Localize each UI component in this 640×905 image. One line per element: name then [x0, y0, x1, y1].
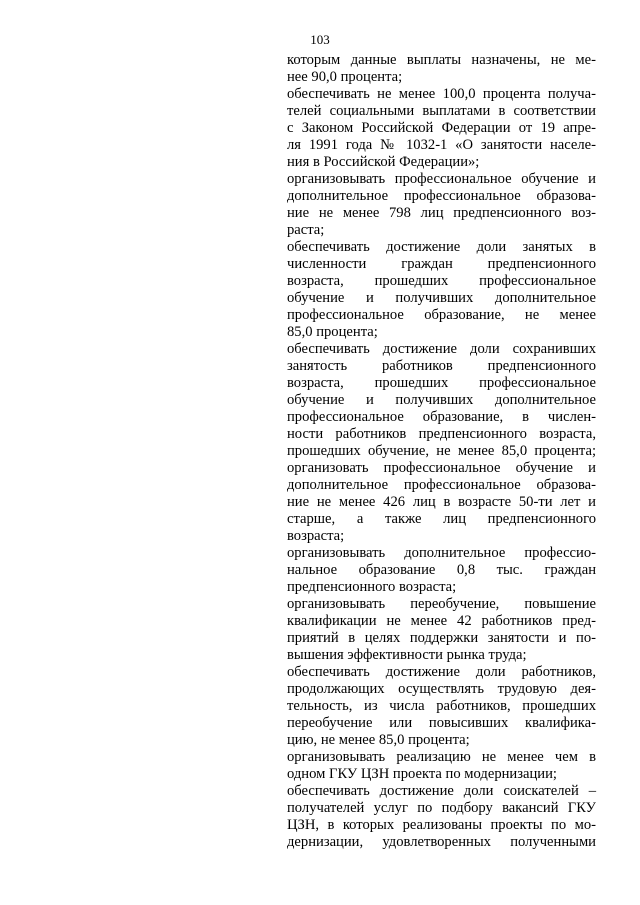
- text-line: продолжающих осуществлять трудовую дея-: [287, 681, 596, 697]
- text-column: [287, 52, 596, 851]
- text-line: обеспечивать достижение доли соискателей –: [287, 783, 596, 799]
- text-line: организовывать переобучение, повышение: [287, 596, 596, 612]
- text-line: возраста, прошедших профессиональное: [287, 273, 596, 289]
- text-line: вышения эффективности рынка труда;: [287, 647, 527, 663]
- text-line: профессиональное образование, не менее: [287, 307, 596, 323]
- text-line: ние не менее 798 лиц предпенсионного воз-: [287, 205, 596, 221]
- page-number: 103: [310, 32, 330, 47]
- text-line: ности работников предпенсионного возраста,: [287, 426, 596, 442]
- text-line: телей социальными выплатами в соответствии: [287, 103, 596, 119]
- text-line: предпенсионного возраста;: [287, 579, 457, 595]
- text-line: получателей услуг по подбору вакансий ГКУ: [287, 800, 596, 816]
- text-line: нее 90,0 процента;: [287, 69, 403, 85]
- text-line: ЦЗН, в которых реализованы проекты по мо-: [287, 817, 596, 833]
- text-line: обеспечивать достижение доли занятых в: [287, 239, 596, 255]
- text-line: дополнительное профессиональное образова-: [287, 188, 596, 204]
- text-line: ние не менее 426 лиц в возрасте 50-ти лет и: [287, 494, 596, 510]
- text-line: профессиональное образование, в числен-: [287, 409, 596, 425]
- text-line: дернизации, удовлетворенных полученными: [287, 834, 596, 850]
- text-line: переобучение или повысивших квалифика-: [287, 715, 596, 731]
- text-line: приятий в целях поддержки занятости и по-: [287, 630, 596, 646]
- text-line: организовывать реализацию не менее чем в: [287, 749, 596, 765]
- text-line: тельность, из числа работников, прошедших: [287, 698, 596, 714]
- text-line: одном ГКУ ЦЗН проекта по модернизации;: [287, 766, 557, 782]
- text-line: организовывать дополнительное профессио-: [287, 545, 596, 561]
- text-line: ния в Российской Федерации»;: [287, 154, 480, 170]
- text-line: численности граждан предпенсионного: [287, 256, 596, 272]
- text-line: занятость работников предпенсионного: [287, 358, 596, 374]
- text-line: квалификации не менее 42 работников пред-: [287, 613, 596, 629]
- text-line: возраста, прошедших профессиональное: [287, 375, 596, 391]
- text-line: обучение и получивших дополнительное: [287, 392, 596, 408]
- text-line: нальное образование 0,8 тыс. граждан: [287, 562, 596, 578]
- text-line: возраста;: [287, 528, 345, 544]
- text-line: с Законом Российской Федерации от 19 апре-: [287, 120, 596, 136]
- text-line: которым данные выплаты назначены, не ме-: [287, 52, 596, 68]
- text-line: обеспечивать не менее 100,0 процента получа-: [287, 86, 596, 102]
- text-line: ля 1991 года № 1032-1 «О занятости населе-: [287, 137, 596, 153]
- text-line: обеспечивать достижение доли сохранивших: [287, 341, 596, 357]
- text-line: раста;: [287, 222, 325, 238]
- text-line: обучение и получивших дополнительное: [287, 290, 596, 306]
- text-line: прошедших обучение, не менее 85,0 процента;: [287, 443, 596, 459]
- text-line: организовывать профессиональное обучение и: [287, 171, 596, 187]
- text-line: 85,0 процента;: [287, 324, 378, 340]
- text-line: обеспечивать достижение доли работников,: [287, 664, 596, 680]
- text-line: цию, не менее 85,0 процента;: [287, 732, 470, 748]
- text-line: организовать профессиональное обучение и: [287, 460, 596, 476]
- text-line: дополнительное профессиональное образова-: [287, 477, 596, 493]
- text-line: старше, а также лиц предпенсионного: [287, 511, 596, 527]
